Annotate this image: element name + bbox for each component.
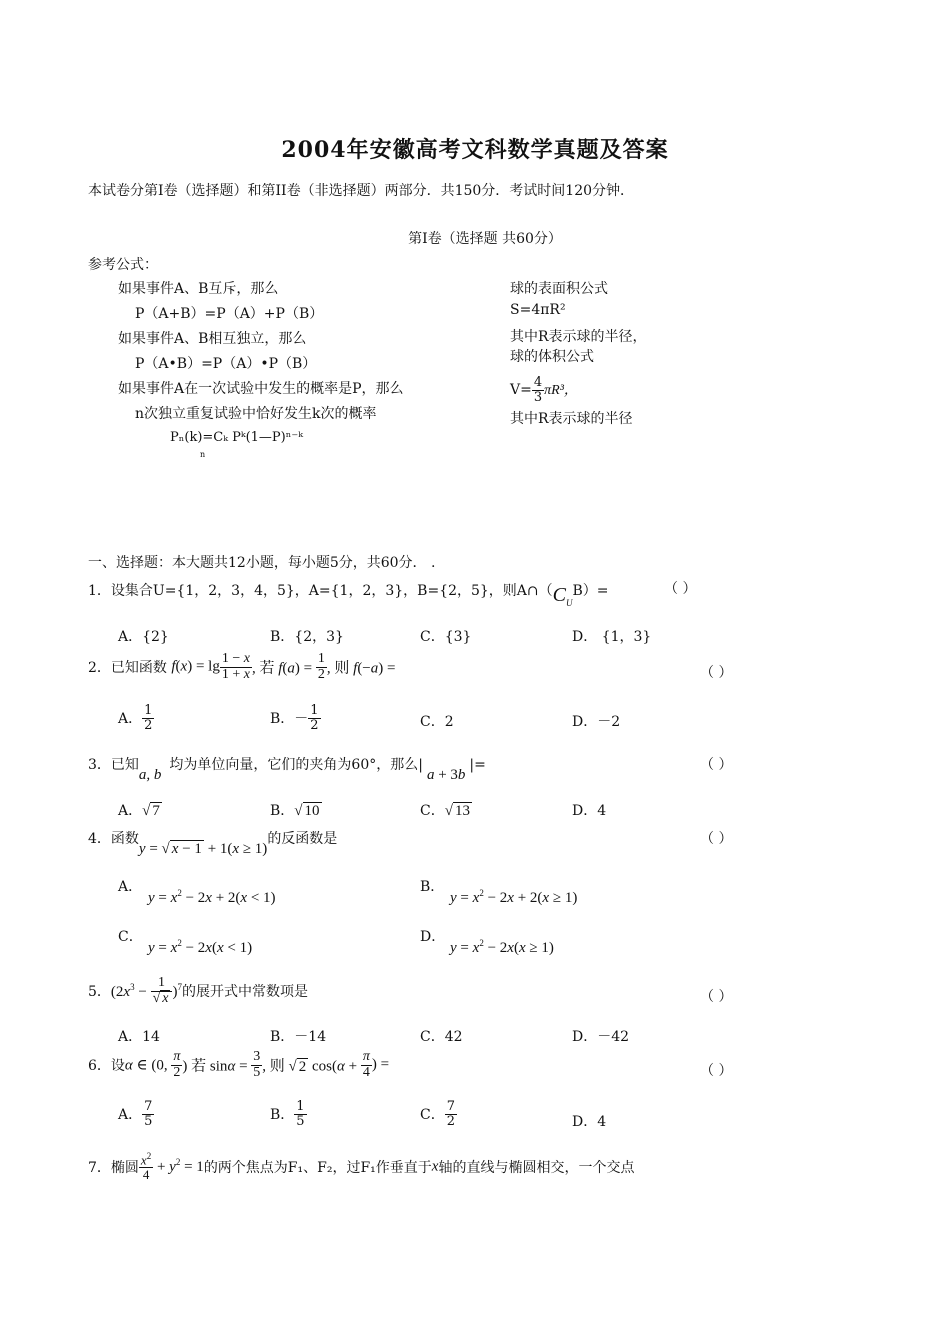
option-a: A． $\frac{1}{2}$ xyxy=(118,703,153,733)
part1-title: 第Ⅰ卷（选择题 共60分） xyxy=(408,231,562,247)
page-title: 2004年安徽高考文科数学真题及答案 xyxy=(281,137,669,163)
question-7: 7．椭圆 $\frac{x^2}{4}$ + $y^2 = 1$的两个焦点为F₁、F₂，过F₁作垂直于x轴的直线与椭圆相交，一个交点 xyxy=(88,1151,635,1182)
question-tail: 的两个焦点为F₁、F₂，过F₁作垂直于 xyxy=(203,1159,432,1176)
sphere-formula: 其中R表示球的半径 xyxy=(510,411,633,427)
question-mid: 均为单位向量，它们的夹角为60°，那么| xyxy=(169,757,423,773)
question-1 xyxy=(88,578,609,608)
sphere-volume xyxy=(510,376,578,404)
question-tail: B）= xyxy=(572,583,609,599)
option-c: C．42 xyxy=(420,1029,463,1045)
intro-text: 本试卷分第Ⅰ卷（选择题）和第II卷（非选择题）两部分．共150分．考试时间120分钟． xyxy=(88,183,635,199)
volume-expr: πR³， xyxy=(544,383,578,399)
answer-bracket: （ ） xyxy=(700,665,733,681)
option-b: B．－ $\frac{1}{2}$ xyxy=(270,703,319,733)
option-a-label: A． xyxy=(118,879,143,895)
question-5: 5．($2x^3$ − $\frac{1}{√ x}$ )$^7$的展开式中常数项是 xyxy=(88,975,308,1006)
option-d: $y = x^2 - 2x(x \ge 1)$ xyxy=(450,938,554,956)
option-d: D．4 xyxy=(572,1114,607,1130)
option-c: C．√ 13 xyxy=(420,803,470,819)
option-b-label: B． xyxy=(420,879,445,895)
question-stem: 7．椭圆 xyxy=(88,1159,139,1176)
question-stem: 1．设集合U={1，2，3，4，5}，A={1，2，3}，B={2，5}，则A∩（ xyxy=(88,583,553,599)
option-b: B． $\frac{1}{5}$ xyxy=(270,1099,305,1129)
option-c: $y = x^2 - 2x(x < 1)$ xyxy=(148,938,253,956)
option-c-label: C． xyxy=(118,929,143,945)
answer-bracket: （ ） xyxy=(700,989,733,1005)
option-d: D． {1，3} xyxy=(572,629,652,645)
complement-symbol: $C_U$ xyxy=(552,584,573,608)
formula-line: 如果事件A、B互斥，那么 xyxy=(118,281,279,297)
option-c: C． $\frac{7}{2}$ xyxy=(420,1099,455,1129)
binomial-formula: Pₙ(k)=Cₖ Pᵏ(1—P)ⁿ⁻ᵏ xyxy=(170,430,303,445)
sphere-formula: 其中R表示球的半径， xyxy=(510,329,647,345)
question-tail: 的展开式中常数项是 xyxy=(181,984,308,1001)
option-a: A．{2} xyxy=(118,629,169,645)
option-c: C．{3} xyxy=(420,629,472,645)
question-tail: 轴的直线与椭圆相交，一个交点 xyxy=(438,1159,635,1176)
formula-line: n次独立重复试验中恰好发生k次的概率 xyxy=(135,406,377,422)
formula-line: P（A+B）=P（A）+P（B） xyxy=(135,306,324,322)
option-a: A．14 xyxy=(118,1029,160,1045)
question-2: 2．已知函数 f(x) = lg $\frac{1 - x}{1 + x}$ , 若 f(a) = $\frac{1}{2}$ , 则 f(−a) = xyxy=(88,651,396,682)
question-tail: |= xyxy=(469,757,486,773)
question-stem: 4．函数 xyxy=(88,831,139,847)
option-c: C．2 xyxy=(420,714,454,730)
option-a: $y = x^2 - 2x + 2(x < 1)$ xyxy=(148,888,276,906)
answer-bracket: （ ） xyxy=(700,1063,733,1079)
formula-line: 如果事件A、B相互独立，那么 xyxy=(118,331,307,347)
question-tail: 的反函数是 xyxy=(267,831,338,847)
option-d: D．－42 xyxy=(572,1029,630,1045)
fraction: $\frac{4}{3}$ xyxy=(533,375,543,405)
question-4: 4．函数y = √ x − 1 + 1(x ≥ 1)的反函数是 xyxy=(88,831,338,857)
binomial-subscript: n xyxy=(200,450,206,459)
option-b: B．{2，3} xyxy=(270,629,344,645)
option-a: A． $\frac{7}{5}$ xyxy=(118,1099,153,1129)
question-stem: 5． xyxy=(88,984,111,1001)
formula-line: P（A•B）=P（A）•P（B） xyxy=(135,356,317,372)
option-d-label: D． xyxy=(420,929,446,945)
question-stem: 3．已知 xyxy=(88,757,139,773)
question-3: 3．已知a, b均为单位向量，它们的夹角为60°，那么|a + 3b|= xyxy=(88,757,486,783)
option-a: A．√ 7 xyxy=(118,803,160,819)
question-stem: 6．设 xyxy=(88,1058,125,1075)
formulas-heading: 参考公式： xyxy=(88,257,158,273)
option-d: D．－2 xyxy=(572,714,621,730)
question-stem: 2．已知函数 xyxy=(88,660,167,677)
answer-bracket: （ ） xyxy=(700,757,733,773)
question-6: 6．设α ∈ (0, $\frac{\pi}{2}$ ) 若 sinα = $\frac{3}{5}$ , 则 √ 2 cos(α + $\frac{\pi}{4}$ ) = xyxy=(88,1049,390,1080)
formula-line: 如果事件A在一次试验中发生的概率是P，那么 xyxy=(118,381,404,397)
sphere-formula: 球的表面积公式 xyxy=(510,281,608,297)
option-b: B．－14 xyxy=(270,1029,327,1045)
sphere-formula: 球的体积公式 xyxy=(510,349,594,365)
option-b: B．√ 10 xyxy=(270,803,320,819)
answer-bracket: （ ） xyxy=(664,581,697,597)
answer-bracket: （ ） xyxy=(700,831,733,847)
volume-label: V= xyxy=(510,382,532,399)
option-d: D．4 xyxy=(572,803,607,819)
option-b: $y = x^2 - 2x + 2(x \ge 1)$ xyxy=(450,888,578,906)
sphere-formula: S=4πR² xyxy=(510,302,566,318)
section-heading: 一、选择题：本大题共12小题，每小题5分，共60分． . xyxy=(88,555,436,571)
